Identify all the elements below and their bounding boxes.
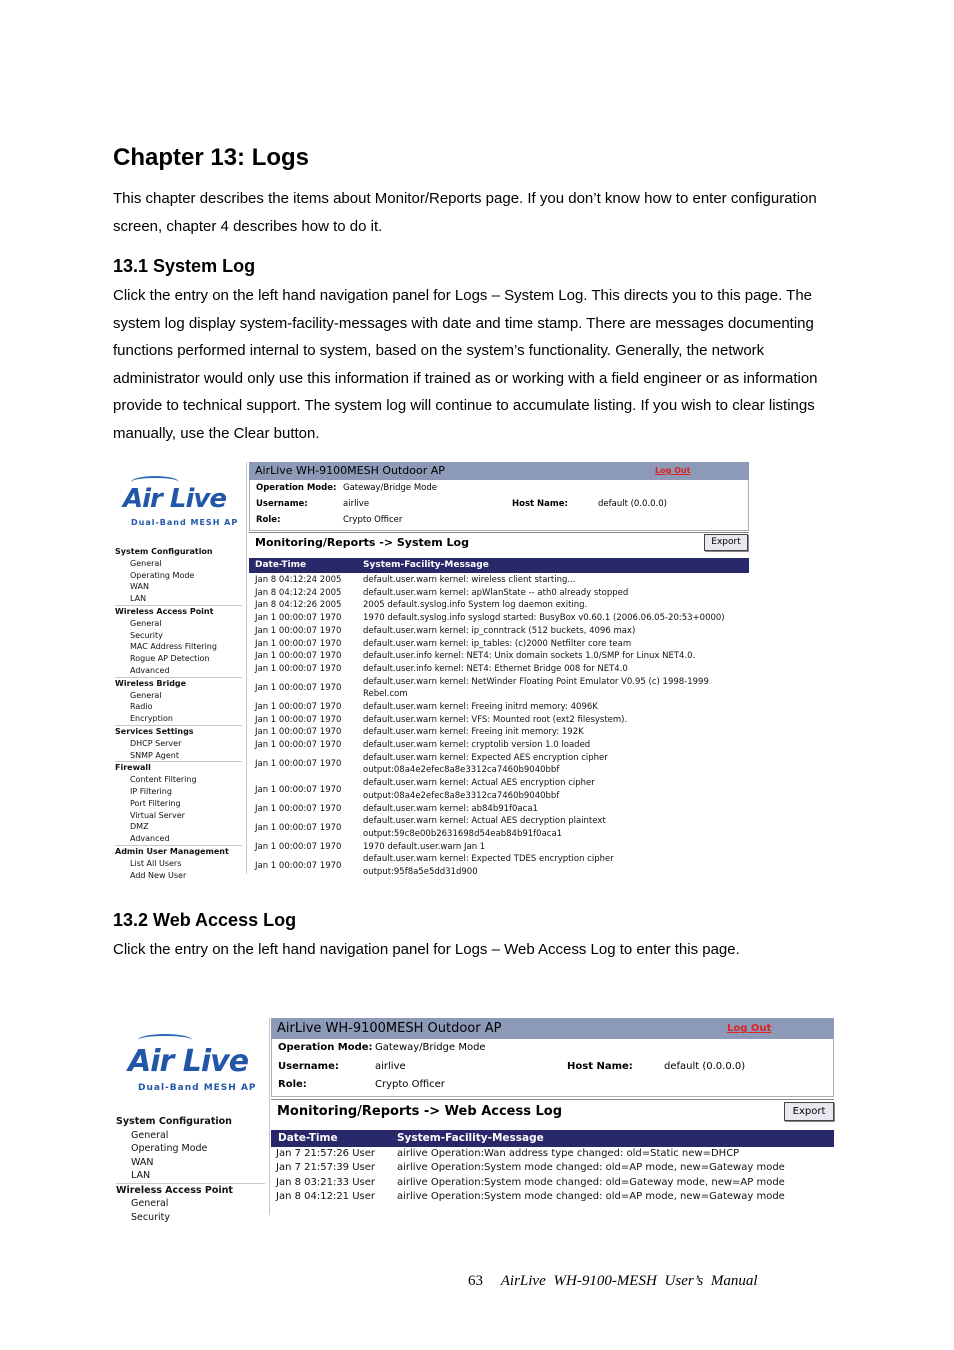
section-2-title: 13.2 Web Access Log [113, 910, 297, 930]
col-datetime-header: Date-Time [255, 560, 307, 570]
row-message: airlive Operation:System mode changed: old=AP mode, new=Gateway mode [397, 1162, 785, 1174]
intro-paragraph: This chapter describes the items about Monitor/Reports page. If you don’t know how to enter configuration screen, chapter 4 describes how to do it. [113, 190, 817, 235]
row-datetime: Jan 1 00:00:07 1970 [255, 651, 342, 662]
role-value: Crypto Officer [375, 1079, 445, 1090]
row-message: default.user.warn kernel: Actual AES encryption cipher [363, 778, 595, 789]
web-access-log-screenshot [114, 1018, 834, 1223]
row-message: default.user.warn kernel: ip_conntrack (512 buckets, 4096 max) [363, 625, 636, 636]
row-message: default.user.info kernel: NET4: Unix domain sockets 1.0/SMP for Linux NET4.0. [363, 651, 696, 662]
row-message: default.user.info kernel: NET4: Ethernet Bridge 008 for NET4.0 [363, 663, 628, 674]
table-row [276, 1161, 834, 1175]
export-button[interactable]: Export [704, 534, 748, 551]
row-datetime: Jan 1 00:00:07 1970 [255, 759, 342, 770]
sidebar-item-advanced[interactable]: Advanced [130, 665, 170, 675]
row-datetime: Jan 1 00:00:07 1970 [255, 727, 342, 738]
sidebar-nav [116, 1115, 265, 1224]
row-datetime: Jan 1 00:00:07 1970 [255, 803, 342, 814]
row-message: 2005 default.syslog.info System log daemon exiting. [363, 600, 588, 611]
row-datetime: Jan 8 03:21:33 User [276, 1176, 376, 1188]
table-row [255, 714, 749, 727]
row-message: default.user.warn kernel: ip_tables: (c)2000 Netfilter core team [363, 638, 632, 649]
sidebar-item-operating-mode[interactable]: Operating Mode [131, 1143, 208, 1154]
table-row [255, 650, 749, 663]
sidebar-nav [115, 546, 242, 881]
row-message: default.user.warn kernel: VFS: Mounted root (ext2 filesystem). [363, 714, 628, 725]
col-message-header: System-Facility-Message [397, 1132, 544, 1144]
row-datetime: Jan 1 00:00:07 1970 [255, 638, 342, 649]
sidebar-item-dhcp-server[interactable]: DHCP Server [130, 738, 182, 748]
username-value: airlive [343, 499, 370, 509]
airlive-logo: Air Live Dual-Band MESH AP [128, 1032, 268, 1102]
row-message: default.user.warn kernel: cryptolib version 1.0 loaded [363, 740, 591, 751]
row-datetime: Jan 8 04:12:21 User [276, 1191, 376, 1203]
sidebar-group-admin-user-management: Admin User Management [115, 845, 242, 858]
table-row [255, 599, 749, 612]
row-message: 1970 default.syslog.info syslogd started: BusyBox v0.60.1 (2006.06.05-20:53+0000) [363, 613, 725, 624]
sidebar-item-wan[interactable]: WAN [130, 582, 149, 592]
sidebar-item-operating-mode[interactable]: Operating Mode [130, 570, 195, 580]
table-row [255, 815, 749, 840]
sidebar-item-list-all-users[interactable]: List All Users [130, 858, 182, 868]
table-row [255, 726, 749, 739]
row-message: output:59c8e00b2631698d54eab84b91f0aca1 [363, 828, 563, 839]
host-name-value: default (0.0.0.0) [598, 499, 667, 509]
host-name-label: Host Name: [512, 499, 568, 509]
section-1-title: 13.1 System Log [113, 256, 256, 276]
page-footer [468, 1273, 758, 1290]
table-row [255, 777, 749, 802]
table-row [255, 739, 749, 752]
op-mode-value: Gateway/Bridge Mode [343, 483, 437, 493]
table-row [255, 663, 749, 676]
table-row [255, 612, 749, 625]
username-label: Username: [278, 1061, 339, 1072]
row-message: default.user.warn kernel: Freeing initrd memory: 4096K [363, 702, 598, 712]
table-row [255, 587, 749, 600]
row-message: output:08a4e2efec8a8e3312ca7460b9040bbf [363, 790, 560, 801]
product-title: AirLive WH-9100MESH Outdoor AP [277, 1021, 502, 1036]
sidebar-item-port-filtering[interactable]: Port Filtering [130, 798, 181, 808]
row-datetime: Jan 1 00:00:07 1970 [255, 702, 342, 712]
breadcrumb: Monitoring/Reports -> System Log [249, 532, 749, 552]
username-value: airlive [375, 1061, 406, 1072]
row-message: output:08a4e2efec8a8e3312ca7460b9040bbf [363, 765, 560, 776]
section-2-body: Click the entry on the left hand navigation panel for Logs – Web Access Log to enter this page. [113, 941, 740, 958]
sidebar-item-ip-filtering[interactable]: IP Filtering [130, 786, 172, 796]
sidebar-item-add-new-user[interactable]: Add New User [130, 870, 187, 880]
section-1-body: Click the entry on the left hand navigation panel for Logs – System Log. This directs you to this page. The system log display system-facility-messages with date and time stamp. There are messages documenting functions performed internal to system, based on the system’s functionality. Generally, the network administrator would only use this information if trained as or working with a field engineer or as information provide to technical support. The system log will continue to accumulate listing. If you wish to clear listings manually, use the Clear button. [113, 287, 818, 442]
sidebar-item-mac-address-filtering[interactable]: MAC Address Filtering [130, 642, 217, 652]
role-label: Role: [278, 1079, 307, 1090]
sidebar [113, 462, 247, 880]
sidebar-item-snmp-agent[interactable]: SNMP Agent [130, 750, 180, 760]
row-datetime: Jan 1 00:00:07 1970 [255, 714, 342, 725]
sidebar-item-security[interactable]: Security [130, 630, 163, 640]
sidebar-item-general[interactable]: General [130, 558, 162, 568]
product-title-bar [271, 1018, 834, 1039]
sidebar-item-general[interactable]: General [131, 1129, 169, 1141]
table-row [255, 574, 749, 587]
table-row [255, 625, 749, 638]
host-name-value: default (0.0.0.0) [664, 1061, 746, 1072]
sidebar-item-lan[interactable]: LAN [131, 1170, 151, 1181]
product-title-bar [249, 462, 749, 480]
sidebar-group-services-settings: Services Settings [115, 725, 242, 738]
sidebar-item-encryption[interactable]: Encryption [130, 714, 173, 724]
table-row [255, 803, 749, 816]
page-number: 63 [468, 1273, 483, 1289]
sidebar-group-wireless-bridge: Wireless Bridge [115, 677, 242, 690]
export-button[interactable]: Export [784, 1102, 834, 1121]
row-message: default.user.warn kernel: Expected TDES encryption cipher [363, 854, 614, 865]
row-message: default.user.warn kernel: apWlanState -- ath0 already stopped [363, 587, 629, 598]
sidebar-item-radio[interactable]: Radio [130, 702, 153, 712]
table-row [255, 853, 749, 878]
row-message: default.user.warn kernel: ab84b91f0aca1 [363, 803, 538, 814]
device-info-panel [249, 480, 749, 531]
table-row [276, 1190, 834, 1204]
table-row [276, 1147, 834, 1161]
sidebar-item-virtual-server[interactable]: Virtual Server [130, 810, 185, 820]
op-mode-label: Operation Mode: [278, 1042, 373, 1053]
row-message: default.user.warn kernel: Expected AES encryption cipher [363, 752, 608, 763]
row-datetime: Jan 7 21:57:39 User [276, 1162, 376, 1174]
breadcrumb: Monitoring/Reports -> Web Access Log [271, 1099, 834, 1122]
sidebar-group-wireless-access-point: Wireless Access Point [116, 1183, 265, 1198]
table-row [255, 841, 749, 854]
op-mode-value: Gateway/Bridge Mode [375, 1042, 486, 1053]
row-datetime: Jan 1 00:00:07 1970 [255, 613, 342, 624]
username-label: Username: [256, 499, 308, 509]
manual-title: AirLive WH-9100-MESH User’s Manual [500, 1273, 758, 1289]
sidebar-group-system-configuration: System Configuration [115, 547, 213, 556]
row-message: output:95f8a5e5dd31d900 [363, 867, 478, 878]
sidebar-item-advanced[interactable]: Advanced [130, 834, 170, 844]
role-label: Role: [256, 515, 281, 525]
sidebar-group-firewall: Firewall [115, 761, 242, 774]
logout-link[interactable]: Log Out [655, 466, 691, 475]
op-mode-label: Operation Mode: [256, 483, 337, 493]
sidebar-group-wireless-access-point: Wireless Access Point [115, 605, 242, 618]
row-message: airlive Operation:System mode changed: old=AP mode, new=Gateway mode [397, 1191, 785, 1203]
row-datetime: Jan 1 00:00:07 1970 [255, 841, 342, 852]
airlive-logo: Air Live Dual-Band MESH AP [123, 474, 245, 534]
chapter-title: Chapter 13: Logs [113, 144, 310, 171]
sidebar-item-content-filtering[interactable]: Content Filtering [130, 775, 197, 785]
logout-link[interactable]: Log Out [727, 1023, 772, 1034]
row-datetime: Jan 1 00:00:07 1970 [255, 740, 342, 751]
table-row [255, 701, 749, 714]
log-table-body [276, 1147, 834, 1215]
product-title: AirLive WH-9100MESH Outdoor AP [255, 464, 445, 477]
sidebar-item-security[interactable]: Security [131, 1211, 171, 1223]
sidebar-item-wan[interactable]: WAN [131, 1156, 154, 1168]
row-message: default.user.warn kernel: Actual AES decryption plaintext [363, 816, 606, 827]
sidebar [114, 1018, 270, 1223]
sidebar-item-general[interactable]: General [130, 690, 162, 700]
sidebar-group-system-configuration: System Configuration [116, 1116, 232, 1127]
row-datetime: Jan 1 00:00:07 1970 [255, 625, 342, 636]
system-log-screenshot [113, 462, 749, 880]
row-message: Rebel.com [363, 689, 408, 700]
log-table-header [249, 558, 749, 573]
log-table-header [271, 1130, 834, 1147]
row-datetime: Jan 8 04:12:24 2005 [255, 575, 342, 585]
row-message: default.user.warn kernel: Freeing init memory: 192K [363, 727, 584, 738]
row-datetime: Jan 1 00:00:07 1970 [255, 663, 342, 674]
log-table-body [255, 574, 749, 878]
sidebar-item-general[interactable]: General [130, 618, 162, 628]
row-datetime: Jan 1 00:00:07 1970 [255, 784, 342, 795]
row-datetime: Jan 1 00:00:07 1970 [255, 682, 342, 693]
sidebar-item-rogue-ap-detection[interactable]: Rogue AP Detection [130, 654, 210, 664]
row-datetime: Jan 8 04:12:24 2005 [255, 587, 342, 598]
row-datetime: Jan 1 00:00:07 1970 [255, 860, 342, 871]
sidebar-item-lan[interactable]: LAN [130, 594, 147, 604]
table-row [276, 1176, 834, 1190]
sidebar-item-dmz[interactable]: DMZ [130, 822, 149, 832]
row-datetime: Jan 7 21:57:26 User [276, 1148, 376, 1159]
host-name-label: Host Name: [567, 1061, 633, 1072]
col-message-header: System-Facility-Message [363, 560, 489, 570]
row-message: airlive Operation:Wan address type changed: old=Static new=DHCP [397, 1148, 740, 1159]
table-row [255, 676, 749, 701]
row-message: airlive Operation:System mode changed: old=Gateway mode, new=AP mode [397, 1176, 785, 1188]
col-datetime-header: Date-Time [278, 1132, 338, 1144]
row-message: default.user.warn kernel: NetWinder Floating Point Emulator V0.95 (c) 1998-1999 [363, 676, 709, 687]
sidebar-item-general[interactable]: General [131, 1198, 169, 1209]
row-datetime: Jan 1 00:00:07 1970 [255, 822, 342, 833]
table-row [255, 638, 749, 651]
role-value: Crypto Officer [343, 515, 403, 525]
row-message: 1970 default.user.warn Jan 1 [363, 841, 486, 852]
table-row [255, 752, 749, 777]
row-datetime: Jan 8 04:12:26 2005 [255, 600, 342, 611]
row-message: default.user.warn kernel: wireless client starting... [363, 575, 576, 585]
device-info-panel [271, 1039, 834, 1097]
